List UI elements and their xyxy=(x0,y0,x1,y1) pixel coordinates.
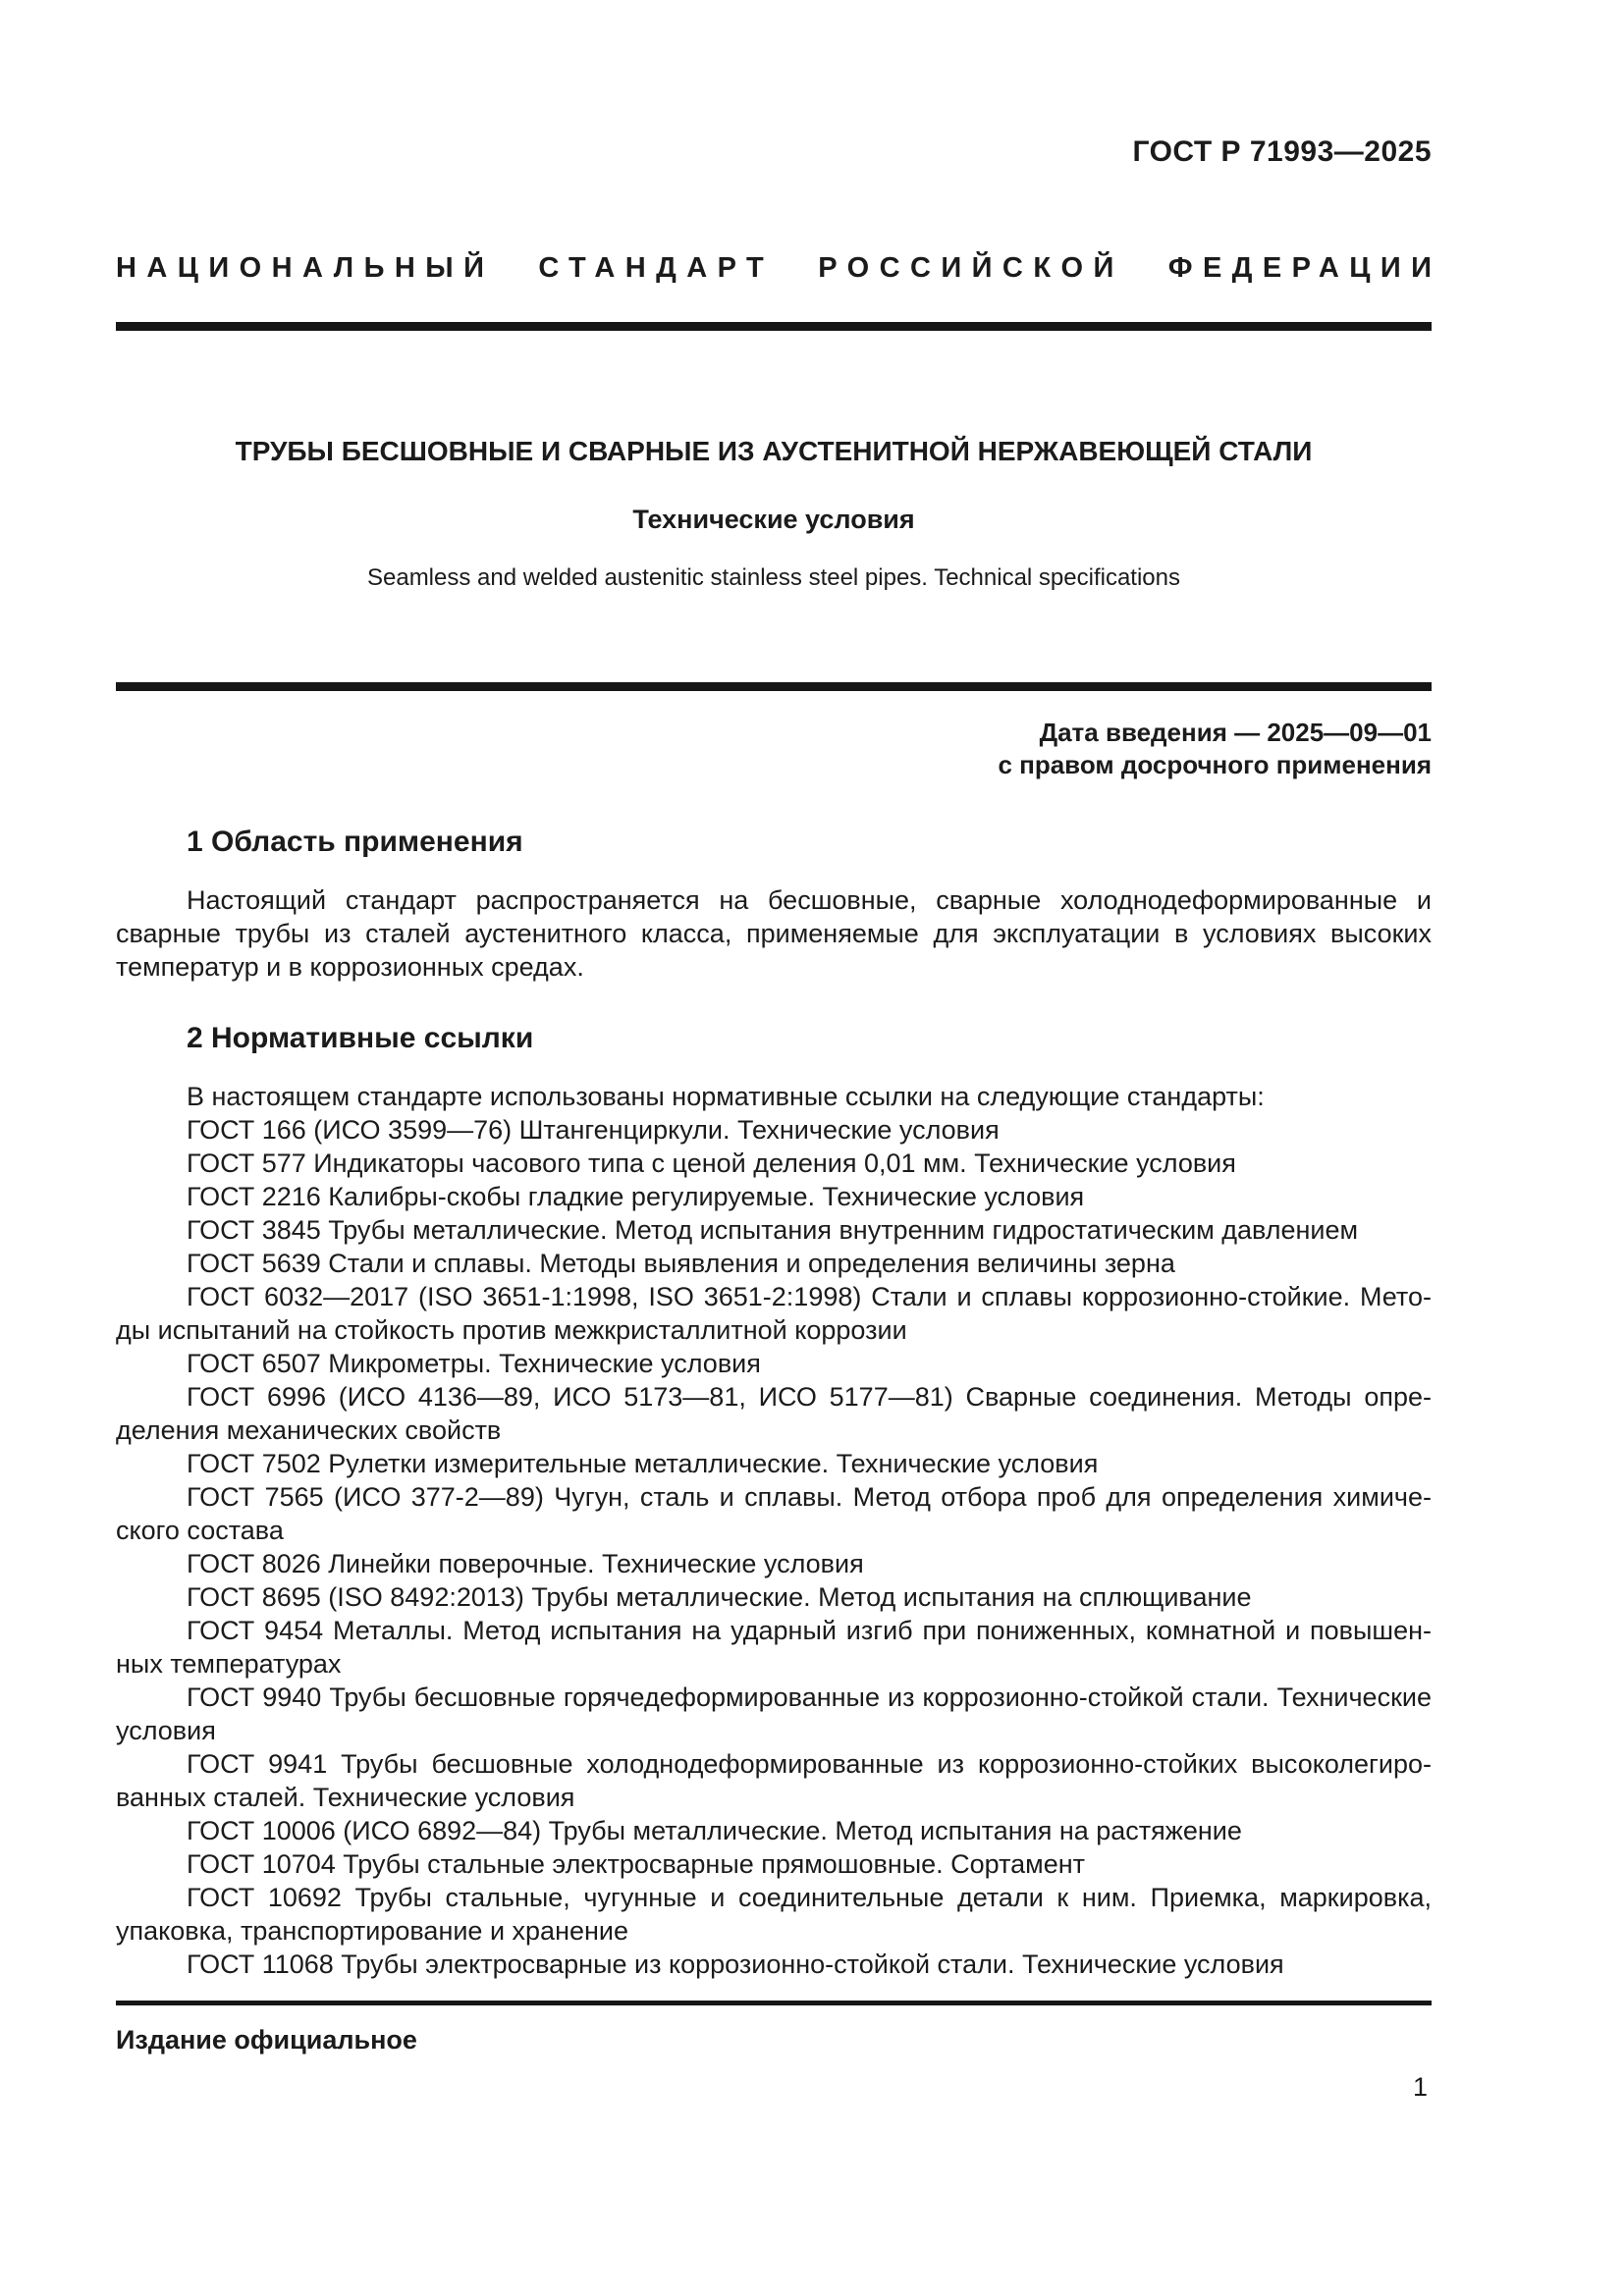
reference-item: ГОСТ 10704 Трубы стальные электросварные прямошовные. Сортамент xyxy=(187,1849,1086,1879)
section-1-heading: 1 Область применения xyxy=(187,826,523,858)
reference-item: ГОСТ 9941 Трубы бесшовные холоднодеформированные из коррозионно-стойких высоколегированных сталей. Технические условия xyxy=(116,1749,1432,1812)
header-rule xyxy=(116,322,1432,331)
reference-item: ГОСТ 10692 Трубы стальные, чугунные и соединительные детали к ним. Приемка, маркировка, упаковка, транспортирование и хранение xyxy=(116,1883,1432,1946)
official-edition-label: Издание официальное xyxy=(116,2025,417,2055)
title-rule xyxy=(116,682,1432,691)
reference-item: ГОСТ 8026 Линейки поверочные. Технические условия xyxy=(187,1549,864,1578)
document-title-russian: ТРУБЫ БЕСШОВНЫЕ И СВАРНЫЕ ИЗ АУСТЕНИТНОЙ НЕРЖАВЕЮЩЕЙ СТАЛИ xyxy=(235,436,1313,466)
reference-item: ГОСТ 6032—2017 (ISO 3651-1:1998, ISO 3651-2:1998) Стали и сплавы коррозионно-стойкие. Методы испытаний на стойкость против межкристаллитной коррозии xyxy=(116,1282,1432,1345)
footer-rule xyxy=(116,2001,1432,2005)
banner-word: ФЕДЕРАЦИИ xyxy=(1167,252,1442,284)
scope-paragraph: Настоящий стандарт распространяется на бесшовные, сварные холоднодеформированные и сварные трубы из сталей аустенитного класса, применяемые для эксплуатации в условиях высоких температур и в коррозионных средах. xyxy=(116,885,1432,982)
banner-word: НАЦИОНАЛЬНЫЙ xyxy=(116,252,495,284)
references-intro: В настоящем стандарте использованы нормативные ссылки на следующие стандарты: xyxy=(187,1082,1265,1111)
document-title-english: Seamless and welded austenitic stainless steel pipes. Technical specifications xyxy=(366,564,1180,591)
reference-item: ГОСТ 7502 Рулетки измерительные металлические. Технические условия xyxy=(187,1449,1099,1478)
effective-date-block xyxy=(116,717,1432,781)
reference-item: ГОСТ 11068 Трубы электросварные из коррозионно-стойкой стали. Технические условия xyxy=(187,1949,1284,1979)
reference-item: ГОСТ 6996 (ИСО 4136—89, ИСО 5173—81, ИСО 5177—81) Сварные соединения. Методы определения механических свойств xyxy=(116,1382,1432,1445)
early-application-line: с правом досрочного применения xyxy=(998,750,1432,779)
reference-item: ГОСТ 9940 Трубы бесшовные горячедеформированные из коррозионно-стойкой стали. Технические условия xyxy=(116,1682,1432,1745)
standard-type-banner xyxy=(116,252,1442,284)
reference-item: ГОСТ 8695 (ISO 8492:2013) Трубы металлические. Метод испытания на сплющивание xyxy=(187,1582,1252,1612)
effective-date-line: Дата введения — 2025—09—01 xyxy=(1039,718,1432,747)
banner-word: РОССИЙСКОЙ xyxy=(818,252,1124,284)
reference-item: ГОСТ 2216 Калибры-скобы гладкие регулируемые. Технические условия xyxy=(187,1182,1085,1211)
references-list xyxy=(116,1113,1432,1981)
reference-item: ГОСТ 10006 (ИСО 6892—84) Трубы металлические. Метод испытания на растяжение xyxy=(187,1816,1242,1845)
reference-item: ГОСТ 3845 Трубы металлические. Метод испытания внутренним гидростатическим давлением xyxy=(187,1215,1359,1245)
reference-item: ГОСТ 6507 Микрометры. Технические условия xyxy=(187,1349,761,1378)
reference-item: ГОСТ 577 Индикаторы часового типа с ценой деления 0,01 мм. Технические условия xyxy=(187,1148,1236,1178)
reference-item: ГОСТ 7565 (ИСО 377-2—89) Чугун, сталь и сплавы. Метод отбора проб для определения химического состава xyxy=(116,1482,1432,1545)
section-2-heading: 2 Нормативные ссылки xyxy=(187,1022,534,1054)
reference-item: ГОСТ 5639 Стали и сплавы. Методы выявления и определения величины зерна xyxy=(187,1249,1175,1278)
reference-item: ГОСТ 9454 Металлы. Метод испытания на ударный изгиб при пониженных, комнатной и повышенных температурах xyxy=(116,1616,1432,1679)
page-content xyxy=(116,0,1442,1981)
doc-code: ГОСТ Р 71993—2025 xyxy=(1132,135,1432,168)
reference-item: ГОСТ 166 (ИСО 3599—76) Штангенциркули. Технические условия xyxy=(187,1115,1000,1145)
page-number: 1 xyxy=(1412,2072,1428,2102)
banner-word: СТАНДАРТ xyxy=(538,252,775,284)
document-subtitle: Технические условия xyxy=(632,505,915,534)
